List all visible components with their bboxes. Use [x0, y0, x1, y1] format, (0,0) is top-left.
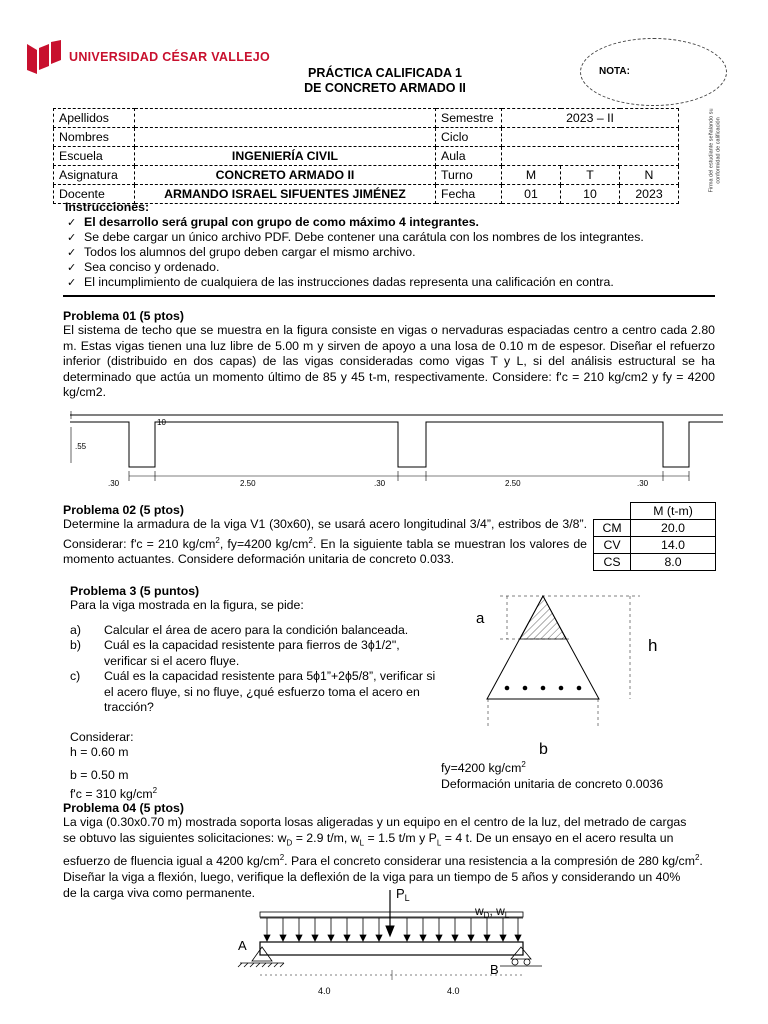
fecha-day: 01	[502, 185, 561, 204]
load-type: CM	[594, 520, 631, 537]
ciclo-field[interactable]	[502, 128, 679, 147]
aula-field[interactable]	[502, 147, 679, 166]
point-load-arrow	[386, 890, 394, 936]
list-item: a) Calcular el área de acero para la condición balanceada.	[70, 622, 409, 637]
problem-3-fc: f'c = 310 $kg/cm^2$	[70, 786, 158, 802]
problem-3-params	[441, 757, 731, 792]
problem-3-title: Problema 3 (5 puntos)	[70, 584, 200, 598]
escuela-label: Escuela	[54, 147, 135, 166]
problem-3-deformation: Deformación unitaria de concreto 0.0036	[441, 776, 664, 791]
problem-1-section-figure	[65, 405, 725, 490]
distributed-load-label: $w_D$, $w_L$	[475, 904, 510, 920]
table-row	[594, 537, 716, 554]
spacing-label-2: 2.50	[505, 479, 521, 488]
problem-1	[63, 309, 715, 401]
page-title	[240, 66, 530, 96]
problem-1-title: Problema 01 (5 ptos)	[63, 309, 184, 323]
width-label-1: .30	[108, 479, 120, 488]
university-name: UNIVERSIDAD CÉSAR VALLEJO	[69, 50, 271, 64]
problem-4-title: Problema 04 (5 ptos)	[63, 801, 184, 815]
problem-3-b: b = 0.50 m	[70, 767, 129, 782]
apellidos-label: Apellidos	[54, 109, 135, 128]
signature-box[interactable]	[703, 110, 727, 204]
instruction-item: ✓ Se debe cargar un único archivo PDF. Debe contener una carátula con los nombres de los integrantes.	[65, 230, 725, 245]
dim-h-label: h	[648, 636, 658, 655]
point-load-label: $P_L$	[396, 886, 410, 903]
grade-box	[580, 38, 727, 106]
span-2-label: 4.0	[447, 986, 460, 996]
problem-2	[63, 503, 587, 568]
fecha-label: Fecha	[436, 185, 502, 204]
beam	[260, 942, 523, 955]
turno-label: Turno	[436, 166, 502, 185]
turno-t: T	[561, 166, 620, 185]
moment-value: 14.0	[631, 537, 716, 554]
turno-n: N	[620, 166, 679, 185]
problem-3-fy: fy=4200 $kg/cm^2$	[441, 760, 526, 776]
spacing-label-1: 2.50	[240, 479, 256, 488]
problem-2-text: Determine la armadura de la viga V1 (30x60), se usará acero longitudinal 3/4”, estribos de 3/8”. Considerar: f'c = 210 $kg/cm^2$, fy=4200 $kg/cm^2$. En la siguiente tabla se muestran los valores de momento actuantes. Considere deformación unitaria de concreto 0.033.	[63, 517, 587, 567]
instruction-item: ✓ Sea conciso y ordenado.	[65, 260, 725, 275]
title-line-2: DE CONCRETO ARMADO II	[304, 81, 466, 95]
list-item: c) Cuál es la capacidad resistente para 5ϕ1”+2ϕ5/8”, verificar si el acero fluye, si no fluye, ¿qué esfuerzo toma el acero en tracción?	[70, 669, 436, 714]
problem-4-text: La viga (0.30x0.70 m) mostrada soporta losas aligeradas y un equipo en el centro de la luz, del metrado de cargas se obtuvo las siguientes solicitaciones: $w_D = 2.9$ t/m, $w_L = 1.5$ t/m y $P_L = 4$ t. De un ensayo en el acero resulta un esfuerzo de fluencia igual a 4200 $kg/cm^2$. Para el concreto considerar una resistencia a la compresión de 280 $kg/cm^2$. Diseñar la viga a flexión, luego, verifique la deflexión de la viga para un tiempo de 5 años y considerando un 40% de la carga viva como permanente.	[63, 815, 703, 900]
nombres-field[interactable]	[135, 128, 436, 147]
problem-3-h: h = 0.60 m	[70, 745, 129, 759]
docente-value: ARMANDO ISRAEL SIFUENTES JIMÉNEZ	[135, 185, 436, 204]
instruction-item: ✓ Todos los alumnos del grupo deben cargar el mismo archivo.	[65, 245, 725, 260]
table-row	[594, 554, 716, 571]
span-1-label: 4.0	[318, 986, 331, 996]
beam-height-label: .55	[75, 442, 87, 451]
university-logo	[25, 40, 270, 74]
problem-3-intro: Para la viga mostrada en la figura, se pide:	[70, 598, 304, 612]
instruction-item: ✓ El incumplimiento de cualquiera de las instrucciones dadas representa una calificación en contra.	[65, 275, 725, 290]
dim-a-label: a	[476, 610, 485, 627]
dim-b-label: b	[539, 741, 548, 757]
fecha-month: 10	[561, 185, 620, 204]
escuela-value: INGENIERÍA CIVIL	[135, 147, 436, 166]
nombres-label: Nombres	[54, 128, 135, 147]
ucv-logo-icon	[25, 40, 63, 74]
moment-value: 8.0	[631, 554, 716, 571]
docente-label: Docente	[54, 185, 135, 204]
problem-3-triangle-figure	[470, 582, 680, 757]
width-label-3: .30	[637, 479, 649, 488]
ciclo-label: Ciclo	[436, 128, 502, 147]
semestre-value: 2023 – II	[502, 109, 679, 128]
instructions	[65, 200, 725, 290]
asignatura-value: CONCRETO ARMADO II	[135, 166, 436, 185]
problem-4-beam-figure	[232, 884, 552, 1022]
load-type: CS	[594, 554, 631, 571]
problem-2-title: Problema 02 (5 ptos)	[63, 503, 184, 517]
moment-value: 20.0	[631, 520, 716, 537]
signature-note: Firma del estudiante señalando su conformidad de calificación	[708, 108, 721, 193]
turno-m: M	[502, 166, 561, 185]
problem-3-consider: Considerar:	[70, 729, 134, 744]
width-label-2: .30	[374, 479, 386, 488]
fecha-year: 2023	[620, 185, 679, 204]
instructions-title: Instrucciones:	[65, 200, 150, 214]
support-b-label: B	[490, 962, 499, 977]
aula-label: Aula	[436, 147, 502, 166]
apellidos-field[interactable]	[135, 109, 436, 128]
moments-table	[593, 502, 716, 571]
list-item: b) Cuál es la capacidad resistente para fierros de 3ϕ1/2", verificar si el acero fluye.	[70, 638, 400, 668]
semestre-label: Semestre	[436, 109, 502, 128]
divider	[63, 295, 715, 297]
asignatura-label: Asignatura	[54, 166, 135, 185]
title-line-1: PRÁCTICA CALIFICADA 1	[308, 66, 462, 80]
slab-thickness-label: 10	[157, 418, 166, 427]
grade-label: NOTA:	[599, 66, 630, 77]
instructions-list	[65, 215, 725, 290]
problem-3-list	[70, 623, 440, 716]
problem-1-text: El sistema de techo que se muestra en la figura consiste en vigas o nervaduras espaciadas centro a centro cada 2.80 m. Estas vigas tienen una luz libre de 5.00 m y sirven de apoyo a una losa de 0.10 m de espesor. Diseñar el refuerzo inferior (distribuido en dos capas) de las vigas consideradas como vigas T y L, si del análisis estructural se ha determinado que actúa un momento último de 85 y 45 t-m, respectivamente. Considere: f'c = 210 kg/cm2 y fy = 4200 kg/cm2.	[63, 323, 715, 399]
problem-3	[70, 584, 440, 803]
instruction-item: ✓ El desarrollo será grupal con grupo de como máximo 4 integrantes.	[65, 215, 725, 230]
load-type: CV	[594, 537, 631, 554]
support-a-label: A	[238, 938, 247, 953]
table-row	[594, 520, 716, 537]
moments-header: M (t-m)	[631, 503, 716, 520]
student-info-table	[53, 108, 679, 204]
